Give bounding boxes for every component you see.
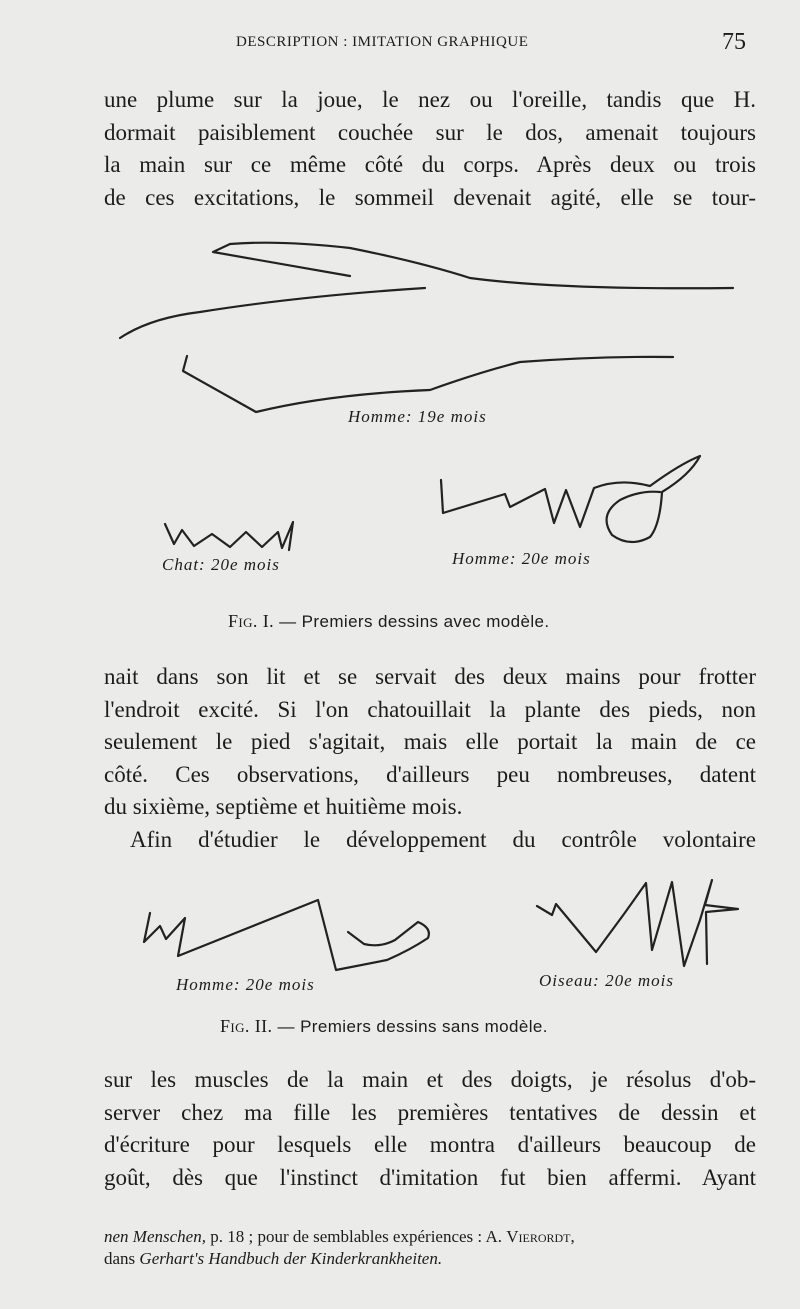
text-line: Afin d'étudier le développement du contrôle volontaire <box>130 826 756 852</box>
text-line: une plume sur la joue, le nez ou l'oreille, tandis que H. <box>104 87 756 112</box>
figure-1-number: Fig. I. <box>228 611 275 631</box>
footnote-work-title: nen Menschen, <box>104 1227 206 1246</box>
drawing-homme-20-fig2 <box>144 900 429 970</box>
text-line: d'écriture pour lesquels elle montra d'ailleurs beaucoup de <box>104 1132 756 1158</box>
text-line: l'endroit excité. Si l'on chatouillait la plante des pieds, non <box>104 696 756 722</box>
footnote-line-1 <box>104 1226 764 1248</box>
text-line: seulement le pied s'agitait, mais elle portait la main de ce <box>104 729 756 755</box>
footnote-text: p. 18 ; pour de semblables expériences : A. <box>205 1227 507 1246</box>
figure-2-number: Fig. II. <box>220 1016 273 1036</box>
label-chat-20: Chat: 20e mois <box>162 555 280 574</box>
text-line: la main sur ce même côté du corps. Après deux ou trois <box>104 152 756 178</box>
text-line: server chez ma fille les premières tentatives de dessin et <box>104 1099 756 1125</box>
text-line: de ces excitations, le sommeil devenait agité, elle se tour- <box>104 184 756 210</box>
label-homme-20-fig2: Homme: 20e mois <box>176 975 315 994</box>
text-line: sur les muscles de la main et des doigts, je résolus d'ob- <box>104 1067 756 1092</box>
text-line: dormait paisiblement couchée sur le dos, amenait toujours <box>104 119 756 145</box>
label-homme-20-fig1: Homme: 20e mois <box>452 549 591 568</box>
figure-2-caption <box>220 1016 548 1037</box>
text-line: côté. Ces observations, d'ailleurs peu nombreuses, datent <box>104 761 756 787</box>
figure-2-title: — Premiers dessins sans modèle. <box>277 1017 548 1036</box>
figure-1-title: — Premiers dessins avec modèle. <box>279 612 550 631</box>
text-line: goût, dès que l'instinct d'imitation fut bien affermi. Ayant <box>104 1164 756 1190</box>
page-number: 75 <box>722 29 746 55</box>
drawing-oiseau-20 <box>537 880 738 966</box>
label-homme-19: Homme: 19e mois <box>348 407 487 426</box>
footnote-handbook-title: Gerhart's Handbuch der Kinderkrankheiten. <box>139 1249 443 1268</box>
running-head: DESCRIPTION : IMITATION GRAPHIQUE <box>236 34 529 50</box>
footnote-line-2 <box>104 1248 764 1270</box>
paragraph-3 <box>104 1064 756 1194</box>
text-line: du sixième, septième et huitième mois. <box>104 794 463 820</box>
text-line: nait dans son lit et se servait des deux mains pour frotter <box>104 664 756 689</box>
footnote <box>104 1226 764 1270</box>
footnote-author: Vierordt, <box>506 1227 575 1246</box>
footnote-text: dans <box>104 1249 140 1268</box>
label-oiseau-20: Oiseau: 20e mois <box>539 971 674 990</box>
